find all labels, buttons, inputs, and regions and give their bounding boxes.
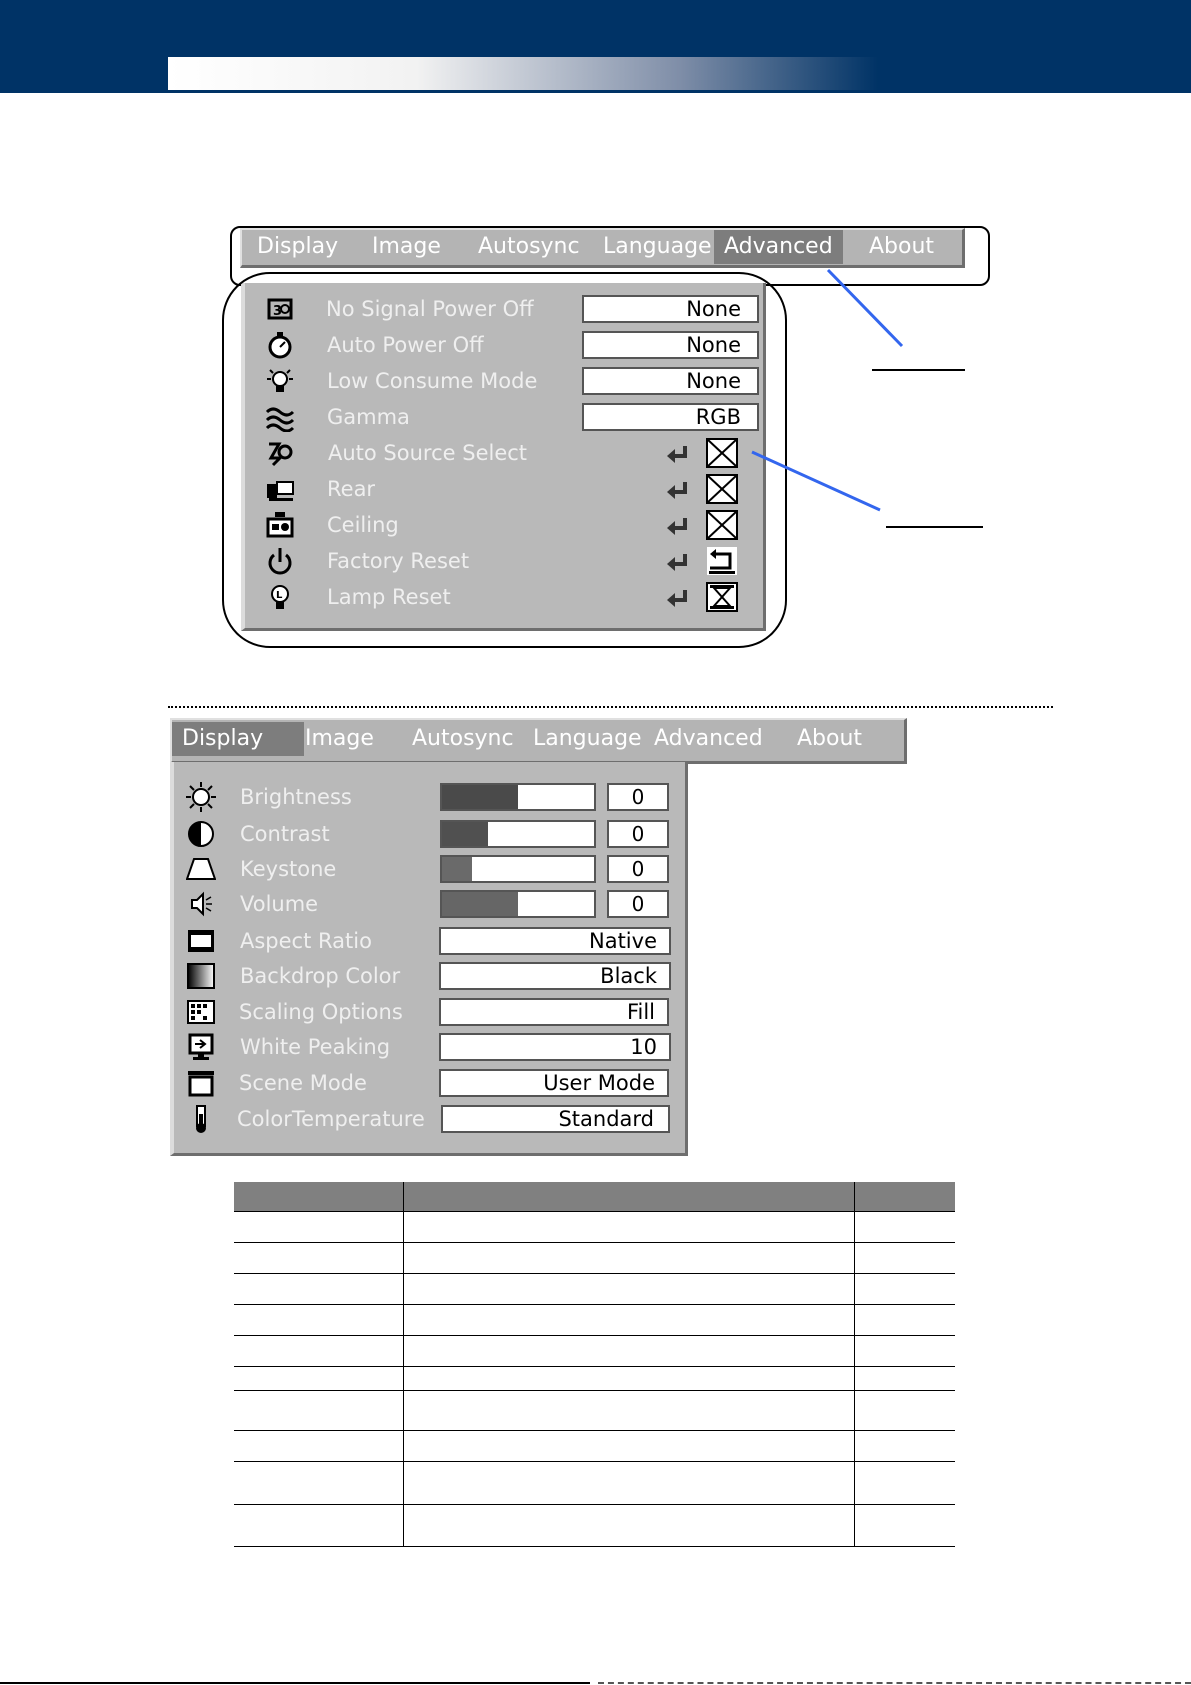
display-menu-bar	[170, 718, 907, 764]
scaling-options-value[interactable]: Fill	[439, 998, 669, 1026]
menu-label: Scaling Options	[239, 1000, 403, 1024]
header-gradient-strip	[168, 57, 878, 90]
aspect-ratio-icon	[186, 926, 216, 956]
table-row	[234, 1391, 955, 1431]
tab-image[interactable]: Image	[372, 234, 441, 259]
tab-language[interactable]: Language	[533, 726, 642, 751]
table-header-cell	[234, 1182, 404, 1212]
menu-row-keystone[interactable]	[174, 854, 686, 884]
contrast-value[interactable]: 0	[607, 820, 669, 848]
tab-display[interactable]: Display	[257, 234, 339, 259]
menu-label: Lamp Reset	[327, 585, 451, 609]
auto-power-off-value[interactable]: None	[582, 331, 759, 359]
page-header-band	[0, 0, 1191, 93]
no-signal-power-off-value[interactable]: None	[582, 295, 759, 323]
table-row	[234, 1243, 955, 1274]
menu-label: Volume	[240, 892, 319, 916]
color-temperature-value[interactable]: Standard	[441, 1105, 670, 1133]
table-row	[234, 1505, 955, 1547]
tab-autosync[interactable]: Autosync	[478, 234, 580, 259]
tab-advanced[interactable]: Advanced	[714, 230, 843, 264]
tab-image[interactable]: Image	[305, 726, 374, 751]
menu-row-aspect-ratio[interactable]	[174, 926, 686, 956]
white-peaking-icon	[186, 1032, 216, 1062]
table-header-row	[234, 1182, 955, 1212]
brightness-value[interactable]: 0	[607, 783, 669, 811]
footer-rule-dashed	[598, 1682, 1191, 1684]
tab-display[interactable]: Display	[172, 722, 304, 756]
table-row	[234, 1274, 955, 1305]
scaling-icon	[186, 997, 216, 1027]
menu-label: Gamma	[327, 405, 410, 429]
menu-label: Low Consume Mode	[327, 369, 538, 393]
menu-label: Backdrop Color	[240, 964, 401, 988]
keystone-icon	[186, 854, 216, 884]
tab-about[interactable]: About	[797, 726, 863, 751]
menu-row-color-temperature[interactable]	[174, 1104, 686, 1134]
menu-label: Auto Power Off	[327, 333, 484, 357]
backdrop-color-value[interactable]: Black	[439, 962, 671, 990]
menu-row-scene-mode[interactable]	[174, 1068, 686, 1098]
section-divider	[168, 706, 1053, 708]
table-row	[234, 1305, 955, 1336]
table-row	[234, 1367, 955, 1391]
keystone-slider[interactable]	[440, 855, 596, 883]
menu-label: Rear	[327, 477, 376, 501]
tab-autosync[interactable]: Autosync	[412, 726, 514, 751]
table-row	[234, 1336, 955, 1367]
keystone-value[interactable]: 0	[607, 855, 669, 883]
brightness-icon	[186, 782, 216, 812]
gamma-value[interactable]: RGB	[582, 403, 759, 431]
menu-label: White Peaking	[240, 1035, 391, 1059]
volume-slider[interactable]	[440, 890, 596, 918]
table-row	[234, 1462, 955, 1505]
menu-label: No Signal Power Off	[326, 297, 534, 321]
menu-row-volume[interactable]	[174, 889, 686, 919]
aspect-ratio-value[interactable]: Native	[439, 927, 671, 955]
svg-text:3: 3	[273, 304, 283, 319]
volume-icon	[186, 889, 216, 919]
menu-label: Scene Mode	[239, 1071, 367, 1095]
brightness-slider[interactable]	[440, 783, 596, 811]
menu-row-scaling-options[interactable]	[174, 997, 686, 1027]
menu-label: ColorTemperature	[237, 1107, 425, 1131]
backdrop-color-icon	[186, 961, 216, 991]
callout-underline	[872, 369, 965, 371]
table-row	[234, 1212, 955, 1243]
menu-items-callout-frame	[222, 272, 787, 648]
tab-language[interactable]: Language	[603, 234, 712, 259]
menu-row-brightness[interactable]	[174, 782, 686, 812]
table-header-cell	[855, 1182, 956, 1212]
contrast-icon	[186, 819, 216, 849]
scene-mode-value[interactable]: User Mode	[439, 1069, 669, 1097]
table-header-cell	[404, 1182, 855, 1212]
low-consume-mode-value[interactable]: None	[582, 367, 759, 395]
advanced-menu-bar	[240, 228, 965, 268]
menu-label: Aspect Ratio	[240, 929, 372, 953]
menu-row-white-peaking[interactable]	[174, 1032, 686, 1062]
menu-label: Factory Reset	[327, 549, 470, 573]
volume-value[interactable]: 0	[607, 890, 669, 918]
svg-text:L: L	[276, 590, 283, 601]
menu-label: Auto Source Select	[328, 441, 528, 465]
white-peaking-value[interactable]: 10	[439, 1033, 671, 1061]
menu-row-backdrop-color[interactable]	[174, 961, 686, 991]
scene-mode-icon	[186, 1068, 216, 1098]
footer-rule	[0, 1682, 590, 1684]
table-row	[234, 1431, 955, 1462]
settings-table	[234, 1182, 955, 1547]
menu-label: Contrast	[240, 822, 330, 846]
callout-underline	[886, 526, 983, 528]
contrast-slider[interactable]	[440, 820, 596, 848]
tab-advanced[interactable]: Advanced	[654, 726, 763, 751]
tab-about[interactable]: About	[869, 234, 935, 259]
menu-label: Keystone	[240, 857, 337, 881]
thermometer-icon	[186, 1104, 216, 1134]
menu-label: Ceiling	[327, 513, 399, 537]
menu-row-contrast[interactable]	[174, 819, 686, 849]
menu-label: Brightness	[240, 785, 352, 809]
display-menu-panel	[170, 762, 688, 1156]
